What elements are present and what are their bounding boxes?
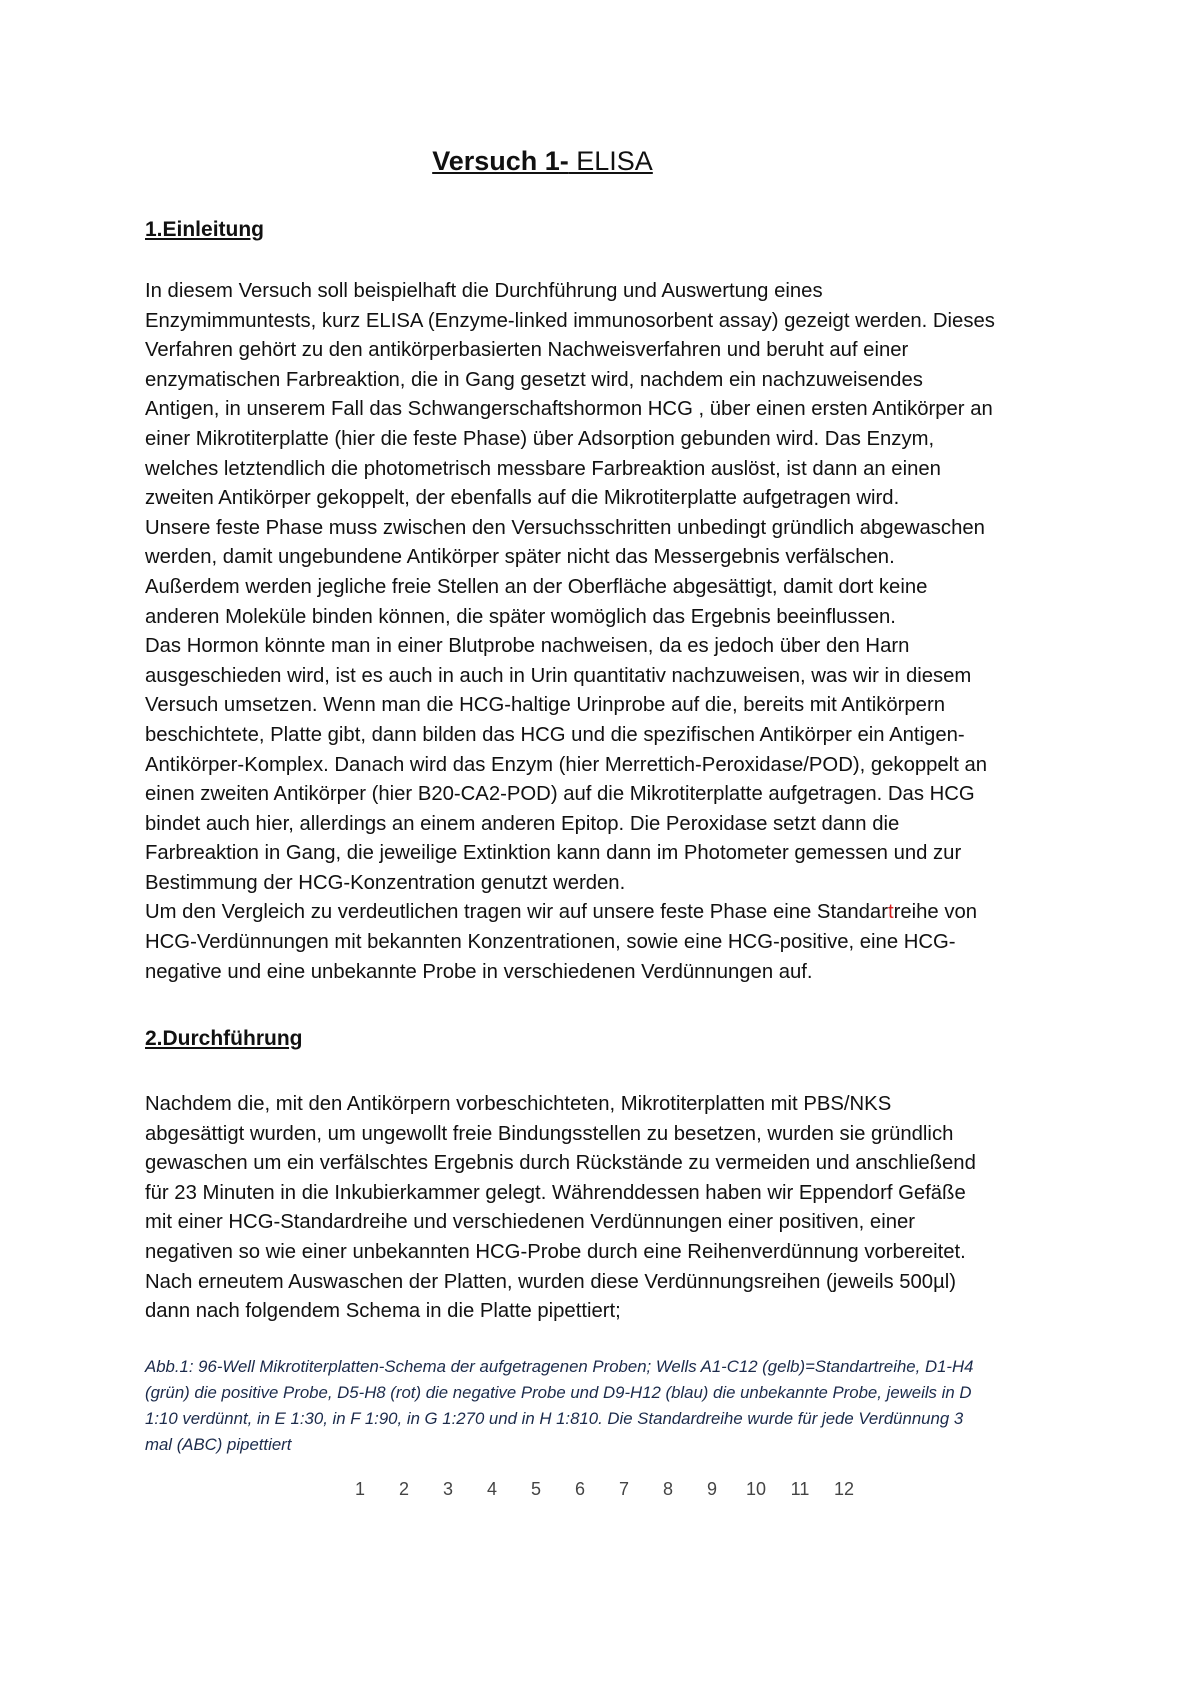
text-line: Antigen, in unserem Fall das Schwangerschaftshormon HCG , über einen ersten Antikörper an <box>145 398 993 421</box>
text-line: beschichtete, Platte gibt, dann bilden das HCG und die spezifischen Antikörper ein Antigen- <box>145 723 965 746</box>
text-line: dann nach folgendem Schema in die Platte pipettiert; <box>145 1300 621 1323</box>
text-line: werden, damit ungebundene Antikörper später nicht das Messergebnis verfälschen. <box>145 546 895 569</box>
text-line: Bestimmung der HCG-Konzentration genutzt werden. <box>145 871 626 894</box>
text-segment: Um den Vergleich zu verdeutlichen tragen wir auf unsere feste Phase eine Standar <box>145 901 888 924</box>
text-line: mit einer HCG-Standardreihe und verschiedenen Verdünnungen einer positiven, einer <box>145 1211 916 1234</box>
text-line: negativen so wie einer unbekannten HCG-Probe durch eine Reihenverdünnung vorbereitet. <box>145 1240 966 1263</box>
plate-column-number: 8 <box>662 1479 673 1499</box>
page-title <box>0 146 1085 177</box>
plate-column-number: 10 <box>745 1479 767 1499</box>
text-line: negative und eine unbekannte Probe in verschiedenen Verdünnungen auf. <box>145 960 813 983</box>
caption-line: 1:10 verdünnt, in E 1:30, in F 1:90, in G 1:270 und in H 1:810. Die Standardreihe wurde für jede Verdünnung 3 <box>145 1409 964 1428</box>
text-line: Außerdem werden jegliche freie Stellen an der Oberfläche abgesättigt, damit dort keine <box>145 575 928 598</box>
plate-column-number: 1 <box>354 1479 365 1499</box>
text-line: enzymatischen Farbreaktion, die in Gang gesetzt wird, nachdem ein nachzuweisendes <box>145 368 923 391</box>
caption-line: mal (ABC) pipettiert <box>145 1435 292 1454</box>
text-line: Farbreaktion in Gang, die jeweilige Extinktion kann dann im Photometer gemessen und zur <box>145 842 962 865</box>
text-line: anderen Moleküle binden können, die später womöglich das Ergebnis beeinflussen. <box>145 605 896 628</box>
text-line: ausgeschieden wird, ist es auch in auch in Urin quantitativ nachzuweisen, was wir in diesem <box>145 664 972 687</box>
text-line-standardreihe <box>145 898 1075 928</box>
text-line: Antikörper-Komplex. Danach wird das Enzym (hier Merrettich-Peroxidase/POD), gekoppelt an <box>145 753 988 776</box>
plate-column-number: 2 <box>398 1479 409 1499</box>
text-line: abgesättigt wurden, um ungewollt freie Bindungsstellen zu besetzen, wurden sie gründlich <box>145 1122 954 1145</box>
text-line: Unsere feste Phase muss zwischen den Versuchsschritten unbedingt gründlich abgewaschen <box>145 516 985 539</box>
plate-column-number: 3 <box>442 1479 453 1499</box>
plate-column-number: 4 <box>486 1479 497 1499</box>
text-line: für 23 Minuten in die Inkubierkammer gelegt. Währenddessen haben wir Eppendorf Gefäße <box>145 1181 966 1204</box>
text-line: HCG-Verdünnungen mit bekannten Konzentrationen, sowie eine HCG-positive, eine HCG- <box>145 931 956 954</box>
text-line: Nachdem die, mit den Antikörpern vorbeschichteten, Mikrotiterplatten mit PBS/NKS <box>145 1093 892 1115</box>
paragraph-einleitung <box>145 277 1075 987</box>
plate-column-number: 5 <box>530 1479 541 1499</box>
text-segment-red: t <box>887 901 894 924</box>
section-heading-durchfuehrung: 2.Durchführung <box>145 1027 303 1050</box>
text-segment: reihe von <box>893 901 978 924</box>
text-line: Enzymimmuntests, kurz ELISA (Enzyme-linked immunosorbent assay) gezeigt werden. Dieses <box>145 309 995 332</box>
text-line: bindet auch hier, allerdings an einem anderen Epitop. Die Peroxidase setzt dann die <box>145 812 900 835</box>
plate-column-number: 6 <box>574 1479 585 1499</box>
text-line: Das Hormon könnte man in einer Blutprobe nachweisen, da es jedoch über den Harn <box>145 635 910 658</box>
text-line: welches letztendlich die photometrisch messbare Farbreaktion auslöst, ist dann an einen <box>145 457 941 480</box>
text-line: gewaschen um ein verfälschtes Ergebnis durch Rückstände zu vermeiden und anschließend <box>145 1152 976 1175</box>
plate-column-number: 9 <box>706 1479 717 1499</box>
plate-column-number: 12 <box>833 1479 855 1499</box>
title-bold-part: Versuch 1- <box>432 146 569 176</box>
text-line: In diesem Versuch soll beispielhaft die Durchführung und Auswertung eines <box>145 280 823 302</box>
plate-column-number: 11 <box>790 1479 810 1499</box>
text-line: zweiten Antikörper gekoppelt, der ebenfalls auf die Mikrotiterplatte aufgetragen wird. <box>145 487 900 510</box>
text-line: Nach erneutem Auswaschen der Platten, wurden diese Verdünnungsreihen (jeweils 500µl) <box>145 1270 957 1293</box>
caption-line: Abb.1: 96-Well Mikrotiterplatten-Schema der aufgetragenen Proben; Wells A1-C12 (gelb)=Standartreihe, D1-H4 <box>145 1357 974 1376</box>
plate-column-number: 7 <box>618 1479 629 1499</box>
section-heading-einleitung: 1.Einleitung <box>145 218 265 241</box>
title-normal-part: ELISA <box>568 146 653 176</box>
text-line: einer Mikrotiterplatte (hier die feste Phase) über Adsorption gebunden wird. Das Enzym, <box>145 427 935 450</box>
plate-column-numbers <box>340 1479 860 1509</box>
text-line: einen zweiten Antikörper (hier B20-CA2-POD) auf die Mikrotiterplatte aufgetragen. Das HCG <box>145 783 975 806</box>
paragraph-durchfuehrung <box>145 1090 1075 1327</box>
caption-line: (grün) die positive Probe, D5-H8 (rot) die negative Probe und D9-H12 (blau) die unbekannte Probe, jeweils in D <box>145 1383 972 1402</box>
figure-caption <box>145 1354 1075 1458</box>
text-line: Verfahren gehört zu den antikörperbasierten Nachweisverfahren und beruht auf einer <box>145 339 909 362</box>
text-line: Versuch umsetzen. Wenn man die HCG-haltige Urinprobe auf die, bereits mit Antikörpern <box>145 694 945 717</box>
